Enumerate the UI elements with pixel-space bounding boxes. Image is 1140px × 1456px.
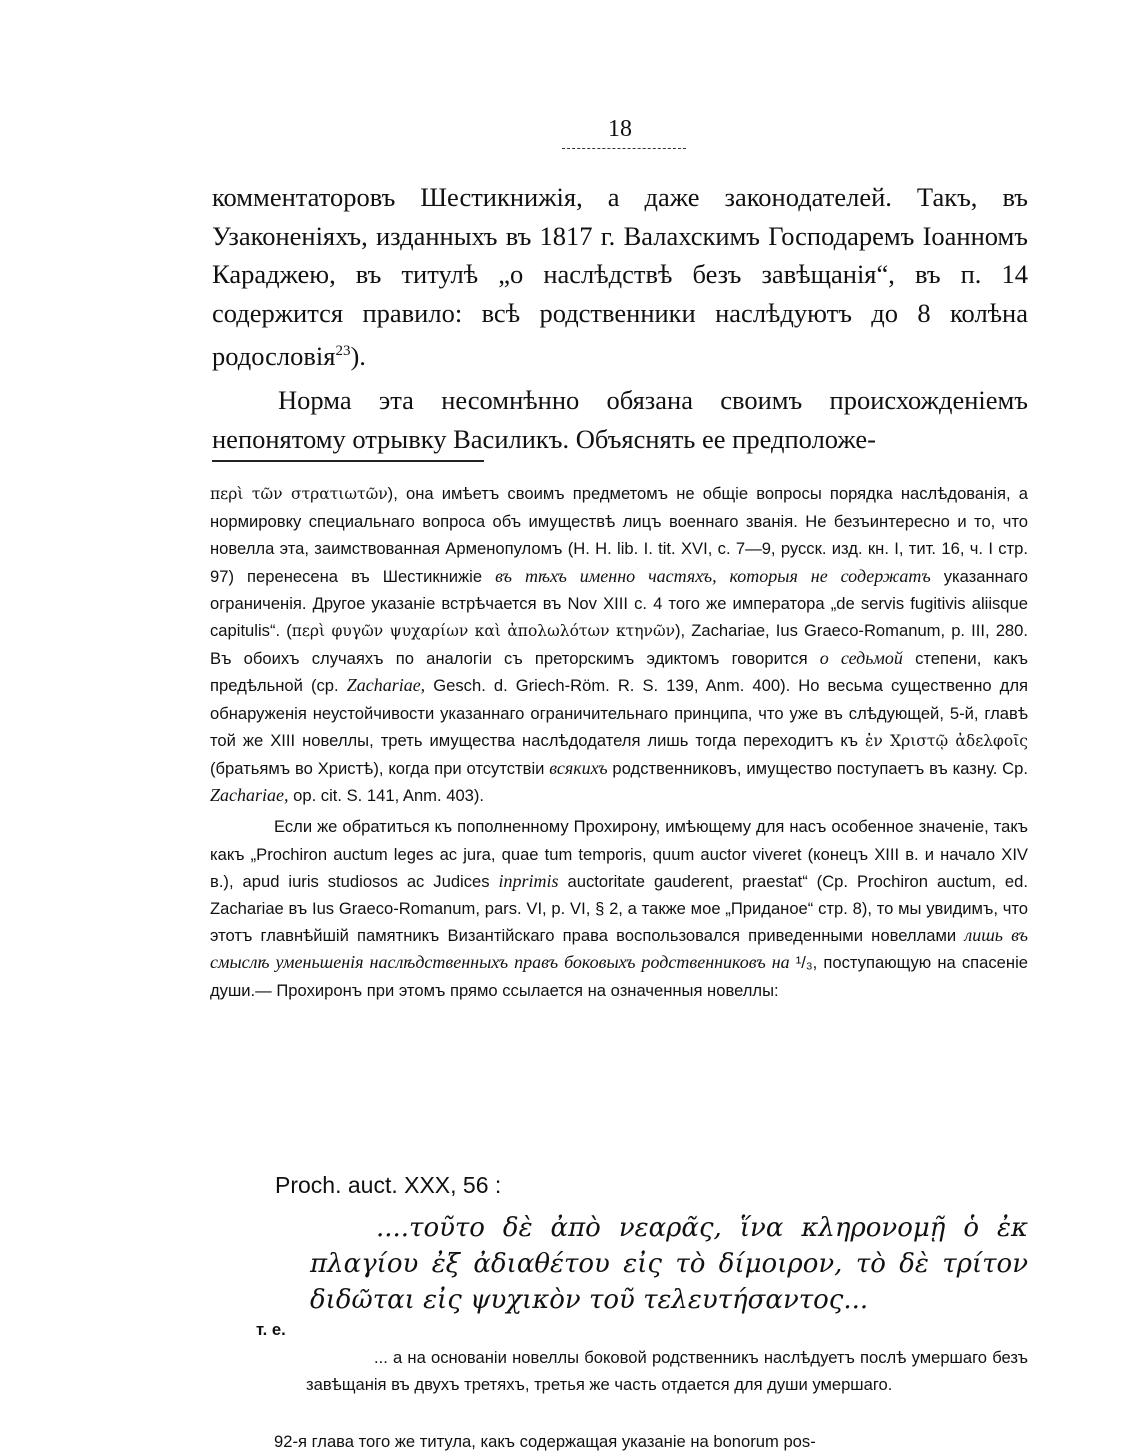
fn2-fraction: ¹/₃, (789, 953, 818, 973)
fn1-text-b: указаннаго ограниченiя. Другое указанiе встрѣчается въ Nov XIII c. 4 того же императора „de servis fugitivis aliisque capitulis“. ( (210, 566, 1028, 641)
main-paragraph-1-end: ). (350, 340, 366, 371)
te-label: т. е. (256, 1320, 286, 1339)
fn1-text-a: ), она имѣетъ своимъ предметомъ не общiе вопросы порядка наслѣдованiя, а нормировку специальнаго вопроса объ имуществѣ лицъ военнаго званiя. Не безъинтересно и то, что новелла эта, заимствованная Арменопуломъ (H. H. lib. I. tit. XVI, c. 7—9, русск. изд. кн. I, тит. 16, ч. I стр. 97) перенесена въ Шестикнижiе (210, 484, 1028, 586)
footnote-paragraph-2 (210, 813, 1028, 1003)
fn1-text-c: ), Zachariae, Ius Graeco-Romanum, p. III, 280. Въ обоихъ случаяхъ по аналогiи съ преторскимъ эдиктомъ говорится (210, 621, 1028, 669)
translation (306, 1344, 1028, 1398)
fn1-text-f: (братьямъ во Христѣ), когда при отсутствiи (210, 759, 550, 779)
fn1-italic-4: всякихъ (549, 758, 608, 779)
footnote-mark-23: 23 (335, 343, 351, 359)
fn2-text-b: auctoritate gauderent, praestat“ (Ср. Prochiron auctum, ed. Zachariae въ Ius Graeco-Romanum, pars. VI, p. VI, § 2, а также мое „Приданое“ стр. 8), то мы увидимъ, что этотъ главнѣйшiй памятникъ Византiйскаго права воспользовался приведенными новеллами (210, 871, 1028, 946)
fn1-text-d: степени, какъ предѣльной (ср. (210, 649, 1028, 696)
main-paragraph-2: Норма эта несомнѣнно обязана своимъ происхожденiемъ непонятому отрывку Василикъ. Объяснять ее предположе- (212, 385, 1028, 454)
footnote-separator (212, 460, 484, 462)
footnote-paragraph-1 (210, 480, 1028, 809)
fn1-italic-5: Zachariae, (210, 785, 289, 806)
fn1-italic-3: Zachariae, (346, 675, 426, 696)
greek-phrase-brothers: ἐν Χριστῷ ἀδελφοῖς (865, 731, 1028, 750)
fn2-text-a: Если же обратиться къ пополненному Прохирону, имѣющему для насъ особенное значенiе, такъ какъ „Prochiron auctum leges ac jura, quae tum temporis, quum auctor viveret (конецъ XIII в. и начало XIV в.), apud iuris studiosos ac Judices (210, 817, 1028, 891)
last-line: 92-я глава того же титула, какъ содержащая указанiе на bonorum pos- (274, 1432, 816, 1451)
fn1-italic-1: въ тѣхъ именно частяхъ, которыя не содержатъ (495, 565, 931, 586)
fn2-italic-2: лишь въ смыслѣ уменьшенiя наслѣдственныхъ правъ боковыхъ родственниковъ на (210, 925, 1028, 973)
greek-phrase-fugitives: περὶ φυγῶν ψυχαρίων καὶ ἀπολωλότων κτηνῶν (291, 622, 676, 641)
translation-text: ... а на основанiи новеллы боковой родственникъ наслѣдуетъ послѣ умершаго безъ завѣщанiя въ двухъ третяхъ, третья же часть отдается для души умершаго. (306, 1348, 1028, 1394)
fn2-text-c: поступающую на спасенiе души.— Прохиронъ при этомъ прямо ссылается на означенныя новеллы: (210, 953, 1028, 1000)
greek-phrase-soldiers: περὶ τῶν στρατιωτῶν (210, 485, 388, 503)
fn1-text-g: родственниковъ, имущество поступаетъ въ казну. Ср. (607, 759, 1029, 779)
citation-reference: Proch. auct. XXX, 56 : (275, 1172, 502, 1198)
fn1-italic-2: о седьмой (819, 648, 903, 669)
main-paragraph-1 (212, 178, 1028, 375)
fn1-text-e: Gesch. d. Griech-Röm. R. S. 139, Anm. 400). Но весьма существенно для обнаруженiя неустойчивости указаннаго ограничительнаго принципа, что уже въ слѣдующей, 5-й, главѣ той же XIII новеллы, треть имущества наслѣдодателя лишь тогда переходитъ къ (210, 676, 1029, 750)
page-number: 18 (608, 116, 632, 142)
main-paragraph-1-text: комментаторовъ Шестикнижiя, а даже законодателей. Такъ, въ Узаконенiяхъ, изданныхъ въ 1817 г. Валахскимъ Господаремъ Iоанномъ Караджею, въ титулѣ „о наслѣдствѣ безъ завѣщанiя“, въ п. 14 содержится правило: всѣ родственники наслѣдуютъ до 8 колѣна родословiя (212, 182, 1028, 371)
footnotes (210, 480, 1028, 1004)
main-text (212, 178, 1028, 458)
fn2-italic-1: inprimis (498, 870, 559, 891)
fn1-text-h: op. cit. S. 141, Anm. 403). (288, 786, 485, 806)
greek-quote (310, 1210, 1028, 1318)
greek-quote-text: ....τοῦτο δὲ ἀπὸ νεαρᾶς, ἵνα κληρονομῇ ὁ ἐκ πλαγίου ἐξ ἀδιαθέτου εἰς τὸ δίμοιρον, τὸ δὲ τρίτον διδῶται εἰς ψυχικὸν τοῦ τελευτήσαντος... (310, 1213, 1028, 1315)
page-number-rule (562, 148, 686, 149)
